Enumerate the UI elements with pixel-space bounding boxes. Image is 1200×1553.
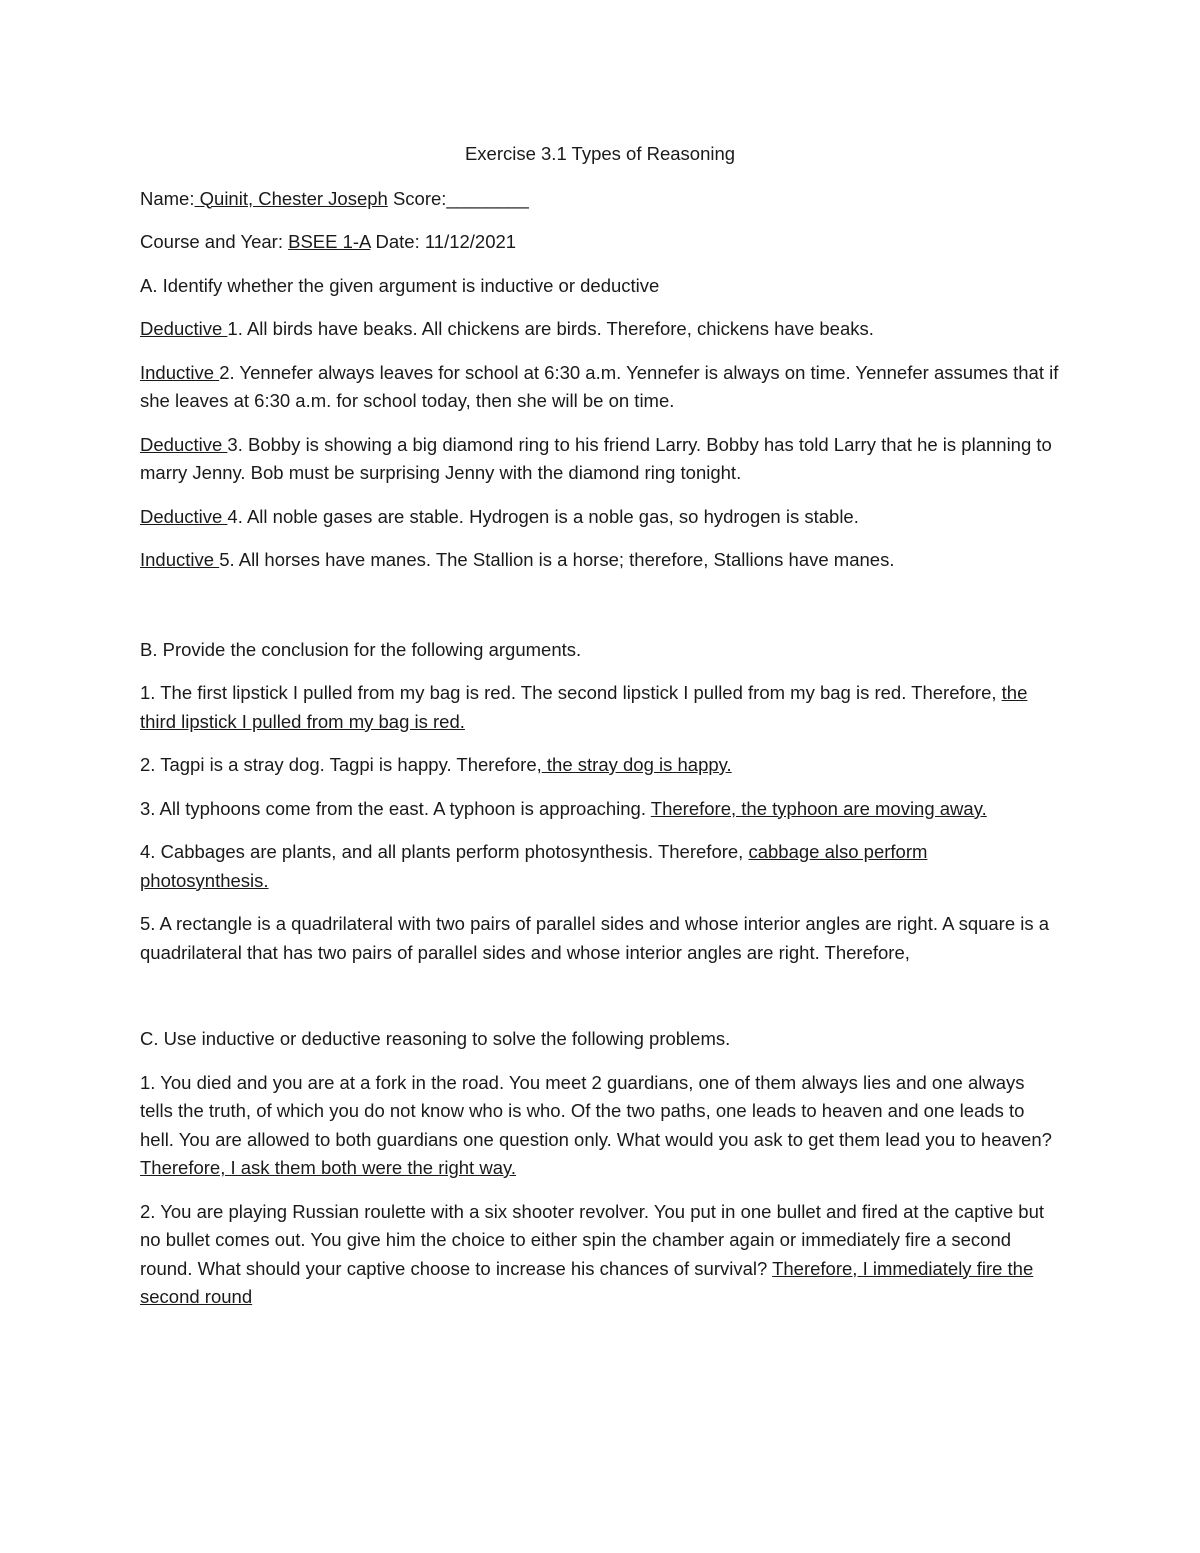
answer: the stray dog is happy. bbox=[541, 754, 732, 775]
question-text: 5. All horses have manes. The Stallion is a horse; therefore, Stallions have manes. bbox=[219, 549, 895, 570]
question-text: 3. Bobby is showing a big diamond ring to his friend Larry. Bobby has told Larry that he is planning to marry Jenny. Bob must be surprising Jenny with the diamond ring tonight. bbox=[140, 433, 1052, 483]
course-label: Course and Year: bbox=[140, 231, 283, 252]
name-value: Quinit, Chester Joseph bbox=[194, 187, 388, 209]
section-a-item bbox=[140, 503, 1060, 532]
answer: Therefore, I ask them both were the right way. bbox=[140, 1157, 516, 1178]
answer: Therefore, the typhoon are moving away. bbox=[650, 797, 987, 819]
answer: Inductive bbox=[140, 549, 220, 570]
date-label: Date: 11/12/2021 bbox=[370, 231, 517, 252]
section-a-item bbox=[140, 359, 1060, 416]
section-b-item bbox=[140, 838, 1060, 895]
section-b-item bbox=[140, 795, 1060, 824]
section-c-item bbox=[140, 1069, 1060, 1183]
question-text: 1. You died and you are at a fork in the road. You meet 2 guardians, one of them always lies and one always tells the truth, of which you do not know who is who. Of the two paths, one leads to heaven and one leads to hell. You are allowed to both guardians one question only. What would you ask to get them lead you to heaven? bbox=[140, 1071, 1052, 1150]
question-text: 4. Cabbages are plants, and all plants perform photosynthesis. Therefore, bbox=[140, 841, 749, 862]
section-b-item bbox=[140, 751, 1060, 780]
answer: Inductive bbox=[140, 361, 220, 383]
course-value: BSEE 1-A bbox=[288, 231, 371, 252]
question-text: 2. Tagpi is a stray dog. Tagpi is happy. Therefore, bbox=[140, 754, 542, 775]
section-c-heading: C. Use inductive or deductive reasoning to solve the following problems. bbox=[140, 1028, 731, 1049]
question-text: 1. All birds have beaks. All chickens are birds. Therefore, chickens have beaks. bbox=[227, 318, 874, 339]
score-label: Score: bbox=[387, 187, 447, 209]
question-text: 4. All noble gases are stable. Hydrogen is a noble gas, so hydrogen is stable. bbox=[227, 505, 859, 527]
section-a-item bbox=[140, 546, 1060, 575]
question-text: 1. The first lipstick I pulled from my bag is red. The second lipstick I pulled from my bag is red. Therefore, bbox=[140, 682, 1002, 703]
question-text: 5. A rectangle is a quadrilateral with two pairs of parallel sides and whose interior angles are right. A square is a quadrilateral that has two pairs of parallel sides and whose interior angles are right. Therefore, bbox=[140, 913, 1050, 963]
answer: Deductive bbox=[140, 433, 228, 455]
answer: Therefore, I immediately fire the second round bbox=[140, 1257, 1034, 1307]
spacer bbox=[140, 982, 1060, 1025]
spacer bbox=[140, 590, 1060, 636]
section-a-item bbox=[140, 431, 1060, 488]
section-c-item bbox=[140, 1198, 1060, 1312]
section-a-heading: A. Identify whether the given argument is inductive or deductive bbox=[140, 274, 660, 296]
question-text: 2. Yennefer always leaves for school at 6:30 a.m. Yennefer is always on time. Yennefer assumes that if she leaves at 6:30 a.m. for school today, then she will be on time. bbox=[140, 361, 1059, 411]
section-a-item bbox=[140, 315, 1060, 344]
answer: Deductive bbox=[140, 318, 228, 339]
answer: cabbage also perform photosynthesis. bbox=[140, 841, 928, 891]
document-title: Exercise 3.1 Types of Reasoning bbox=[464, 143, 736, 164]
answer: Deductive bbox=[140, 505, 228, 527]
question-text: 3. All typhoons come from the east. A typhoon is approaching. bbox=[140, 797, 651, 819]
name-label: Name: bbox=[140, 187, 195, 209]
score-blank: ________ bbox=[446, 187, 529, 209]
section-b-item bbox=[140, 679, 1060, 736]
answer: the third lipstick I pulled from my bag is red. bbox=[140, 682, 1028, 732]
section-b-item bbox=[140, 910, 1060, 967]
document-page bbox=[140, 140, 1060, 1327]
section-b-heading: B. Provide the conclusion for the following arguments. bbox=[140, 638, 582, 660]
question-text: 2. You are playing Russian roulette with a six shooter revolver. You put in one bullet and fired at the captive but no bullet comes out. You give him the choice to either spin the chamber again or immediately fire a second round. What should your captive choose to increase his chances of survival? bbox=[140, 1200, 1045, 1279]
name-line bbox=[140, 185, 1060, 214]
course-line bbox=[140, 228, 1060, 257]
